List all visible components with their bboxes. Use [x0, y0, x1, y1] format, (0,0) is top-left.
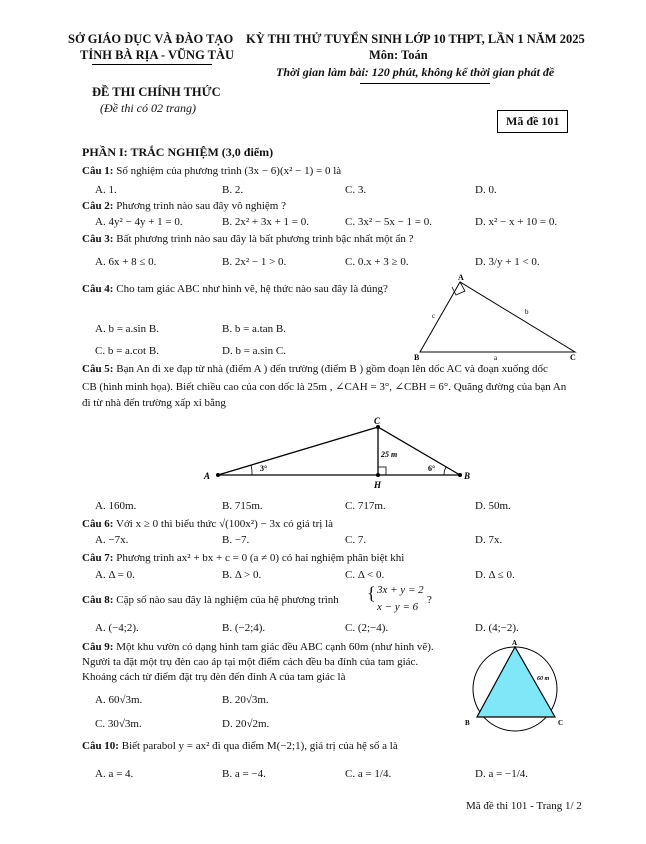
- side-length-label: 60 m: [537, 676, 550, 682]
- q10-option-c[interactable]: C. a = 1/4.: [345, 768, 392, 780]
- question-5-line2: CB (hình minh họa). Biết chiều cao của con dốc là 25m , ∠CAH = 3°, ∠CBH = 6°. Quãng đường của bạn An: [82, 381, 567, 393]
- question-9-line1: Câu 9: Một khu vườn có dạng hình tam giác đều ABC cạnh 60m (như hình vẽ).: [82, 641, 434, 653]
- q10-option-b[interactable]: B. a = −4.: [222, 768, 266, 780]
- equilateral-triangle-figure: [455, 637, 575, 737]
- header-divider-right: [360, 83, 490, 84]
- angle-a-arc: [251, 465, 252, 475]
- page-count: (Đề thi có 02 trang): [100, 101, 196, 115]
- question-1: Câu 1: Số nghiệm của phương trình (3x − 6)(x² − 1) = 0 là: [82, 165, 342, 177]
- q5-option-c[interactable]: C. 717m.: [345, 500, 386, 512]
- side-c-label: c: [432, 312, 436, 320]
- question-2: Câu 2: Phương trình nào sau đây vô nghiệm ?: [82, 200, 286, 212]
- q6-option-a[interactable]: A. −7x.: [95, 534, 129, 546]
- q2-option-d[interactable]: D. x² − x + 10 = 0.: [475, 216, 558, 228]
- q8-option-d[interactable]: D. (4;−2).: [475, 622, 519, 634]
- q10-option-a[interactable]: A. a = 4.: [95, 768, 134, 780]
- q7-option-b[interactable]: B. Δ > 0.: [222, 569, 262, 581]
- angle-a-label: 3°: [260, 464, 268, 473]
- section-title: PHẦN I: TRẮC NGHIỆM (3,0 điểm): [82, 145, 274, 159]
- q1-option-b[interactable]: B. 2.: [222, 184, 244, 196]
- point-b: [458, 473, 462, 477]
- q10-option-d[interactable]: D. a = −1/4.: [475, 768, 529, 780]
- question-8: Câu 8: Cặp số nào sau đây là nghiệm của hệ phương trình: [82, 594, 339, 606]
- exam-duration: Thời gian làm bài: 120 phút, không kể thời gian phát đề: [276, 65, 555, 79]
- q5-option-d[interactable]: D. 50m.: [475, 500, 511, 512]
- q2-option-c[interactable]: C. 3x² − 5x − 1 = 0.: [345, 216, 432, 228]
- q6-option-b[interactable]: B. −7.: [222, 534, 250, 546]
- question-10: Câu 10: Biết parabol y = ax² đi qua điểm M(−2;1), giá trị của hệ số a là: [82, 740, 398, 752]
- angle-b-label: 6°: [428, 464, 436, 473]
- q8-option-c[interactable]: C. (2;−4).: [345, 622, 389, 634]
- point-c-label: C: [374, 416, 381, 426]
- header-divider-left: [92, 64, 212, 65]
- question-6: Câu 6: Với x ≥ 0 thì biểu thức √(100x²) − 3x có giá trị là: [82, 518, 334, 530]
- question-9-line2: Người ta đặt một trụ đèn cao áp tại một điểm cách đều ba đỉnh của tam giác.: [82, 656, 419, 668]
- page-footer: Mã đề thi 101 - Trang 1/ 2: [466, 800, 582, 812]
- exam-title: KỲ THI THỬ TUYỂN SINH LỚP 10 THPT, LẦN 1 NĂM 2025: [246, 32, 585, 46]
- q4-option-c[interactable]: C. b = a.cot B.: [95, 345, 159, 357]
- question-5-line1: Câu 5: Bạn An đi xe đạp từ nhà (điểm A ) đến trường (điểm B ) gồm đoạn lên dốc AC và đoạn xuống dốc: [82, 363, 548, 375]
- vertex-b-label: B: [465, 719, 470, 727]
- q9-option-b[interactable]: B. 20√3m.: [222, 694, 269, 706]
- side-b-label: b: [525, 308, 529, 316]
- vertex-b-label: B: [414, 353, 420, 362]
- official-label: ĐỀ THI CHÍNH THỨC: [92, 85, 221, 99]
- question-5-line3: đi từ nhà đến trường xấp xỉ bằng: [82, 397, 226, 409]
- segment-ac: [218, 427, 378, 475]
- q8-option-b[interactable]: B. (−2;4).: [222, 622, 266, 634]
- question-9-line3: Khoảng cách từ điểm đặt trụ đèn đến đỉnh A của tam giác là: [82, 671, 346, 683]
- height-label: 25 m: [381, 450, 398, 459]
- q7-option-a[interactable]: A. Δ = 0.: [95, 569, 135, 581]
- point-a-label: A: [204, 471, 211, 481]
- angle-b-arc: [444, 467, 446, 475]
- department-name: SỞ GIÁO DỤC VÀ ĐÀO TẠO: [68, 32, 234, 46]
- q9-option-d[interactable]: D. 20√2m.: [222, 718, 270, 730]
- q2-option-b[interactable]: B. 2x² + 3x + 1 = 0.: [222, 216, 309, 228]
- system-brace: {: [367, 583, 376, 603]
- q8-option-a[interactable]: A. (−4;2).: [95, 622, 139, 634]
- vertex-a-label: A: [458, 273, 464, 282]
- q1-option-d[interactable]: D. 0.: [475, 184, 497, 196]
- q1-option-a[interactable]: A. 1.: [95, 184, 117, 196]
- system-question-mark: ?: [427, 594, 432, 606]
- q4-option-a[interactable]: A. b = a.sin B.: [95, 323, 159, 335]
- q1-option-c[interactable]: C. 3.: [345, 184, 367, 196]
- point-h: [376, 473, 380, 477]
- question-4: Câu 4: Cho tam giác ABC như hình vẽ, hệ thức nào sau đây là đúng?: [82, 283, 388, 295]
- q5-option-b[interactable]: B. 715m.: [222, 500, 263, 512]
- subject: Môn: Toán: [369, 48, 428, 62]
- system-eq2: x − y = 6: [377, 601, 419, 613]
- point-h-label: H: [374, 480, 382, 490]
- triangle-abc: [420, 282, 575, 352]
- q4-option-b[interactable]: B. b = a.tan B.: [222, 323, 286, 335]
- question-7: Câu 7: Phương trình ax² + bx + c = 0 (a ≠ 0) có hai nghiệm phân biệt khi: [82, 552, 405, 564]
- q5-option-a[interactable]: A. 160m.: [95, 500, 137, 512]
- q3-option-c[interactable]: C. 0.x + 3 ≥ 0.: [345, 256, 409, 268]
- point-a: [216, 473, 220, 477]
- vertex-a-label: A: [512, 639, 518, 647]
- triangle-abc-figure: [410, 272, 585, 362]
- vertex-c-label: C: [570, 353, 576, 362]
- vertex-c-label: C: [558, 719, 564, 727]
- point-b-label: B: [464, 471, 471, 481]
- exam-code-box: Mã đề 101: [497, 110, 568, 133]
- question-3: Câu 3: Bất phương trình nào sau đây là bất phương trình bậc nhất một ẩn ?: [82, 233, 414, 245]
- q6-option-d[interactable]: D. 7x.: [475, 534, 503, 546]
- q3-option-b[interactable]: B. 2x² − 1 > 0.: [222, 256, 287, 268]
- q2-option-a[interactable]: A. 4y² − 4y + 1 = 0.: [95, 216, 183, 228]
- q7-option-c[interactable]: C. Δ < 0.: [345, 569, 385, 581]
- q7-option-d[interactable]: D. Δ ≤ 0.: [475, 569, 515, 581]
- q4-option-d[interactable]: D. b = a.sin C.: [222, 345, 286, 357]
- q9-option-c[interactable]: C. 30√3m.: [95, 718, 142, 730]
- side-a-label: a: [494, 354, 498, 362]
- slope-figure: [200, 415, 480, 495]
- q6-option-c[interactable]: C. 7.: [345, 534, 367, 546]
- system-eq1: 3x + y = 2: [377, 584, 424, 596]
- q3-option-a[interactable]: A. 6x + 8 ≤ 0.: [95, 256, 157, 268]
- q3-option-d[interactable]: D. 3/y + 1 < 0.: [475, 256, 540, 268]
- province-name: TỈNH BÀ RỊA - VŨNG TÀU: [80, 48, 235, 62]
- q9-option-a[interactable]: A. 60√3m.: [95, 694, 143, 706]
